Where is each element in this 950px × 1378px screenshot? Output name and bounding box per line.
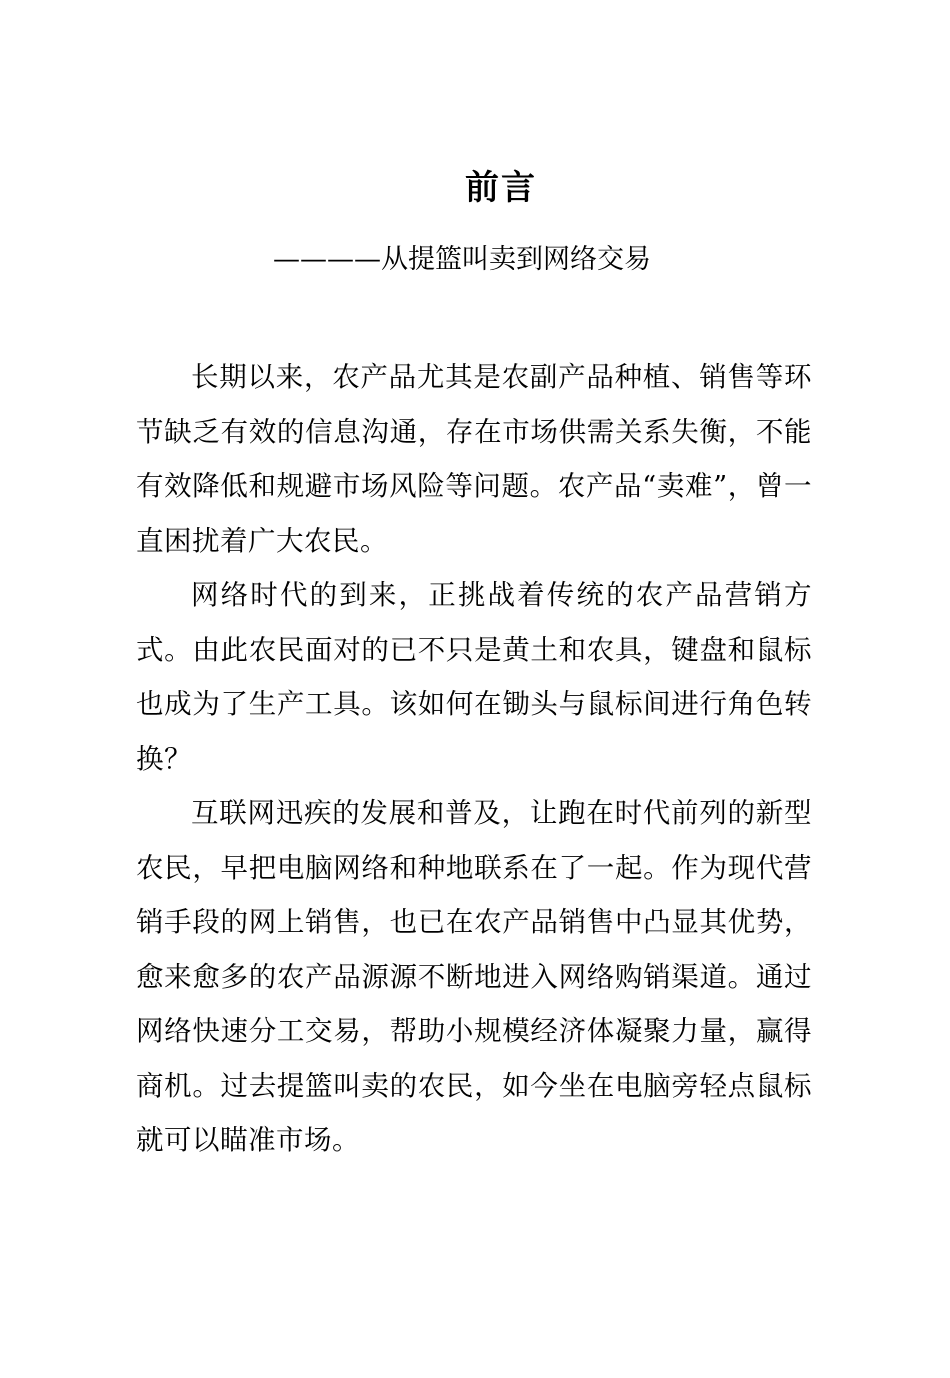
body-text	[136, 350, 812, 1168]
subtitle-text: ————从提篮叫卖到网络交易	[273, 244, 651, 275]
paragraph-3: 互联网迅疾的发展和普及，让跑在时代前列的新型农民，早把电脑网络和种地联系在了一起。作为现代营销手段的网上销售，也已在农产品销售中凸显其优势，愈来愈多的农产品源源不断地进入网络购销渠道。通过网络快速分工交易，帮助小规模经济体凝聚力量，赢得商机。过去提篮叫卖的农民，如今坐在电脑旁轻点鼠标就可以瞄准市场。	[136, 797, 812, 1156]
page-title: 前言	[465, 168, 537, 208]
paragraph-2: 网络时代的到来，正挑战着传统的农产品营销方式。由此农民面对的已不只是黄土和农具，键盘和鼠标也成为了生产工具。该如何在锄头与鼠标间进行角色转换？	[136, 579, 812, 775]
paragraph-1: 长期以来，农产品尤其是农副产品种植、销售等环节缺乏有效的信息沟通，存在市场供需关系失衡，不能有效降低和规避市场风险等问题。农产品“卖难”，曾一直困扰着广大农民。	[136, 361, 812, 557]
